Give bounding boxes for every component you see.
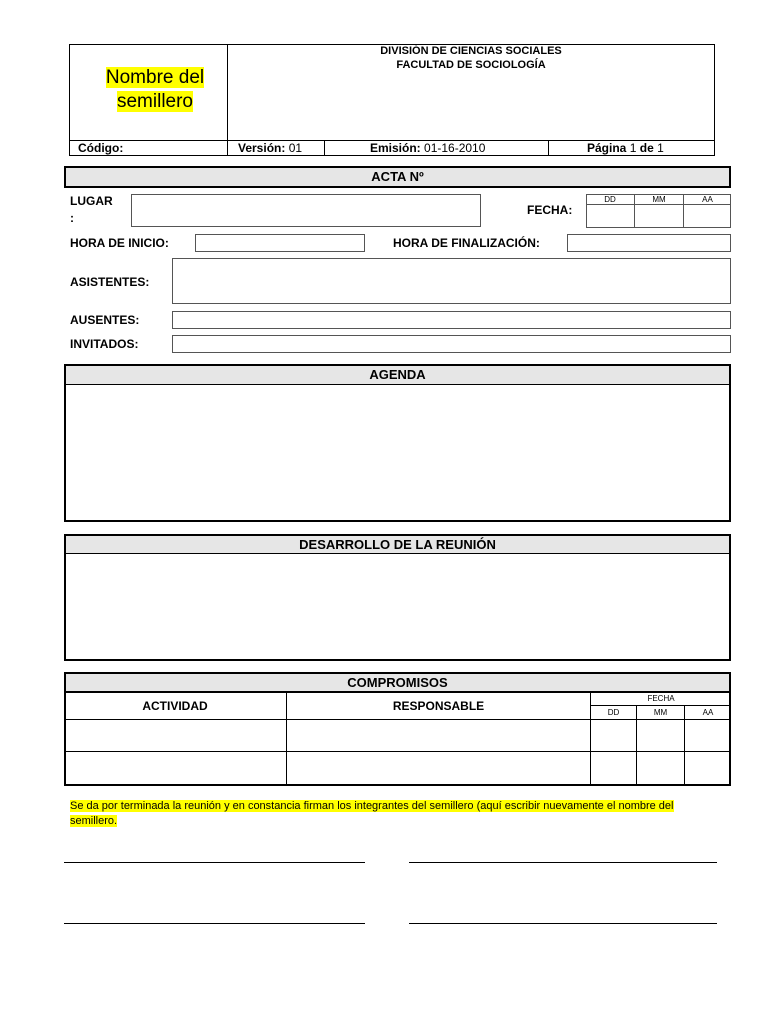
lugar-colon: : [70,211,74,225]
fecha-aa-header: AA [702,195,713,204]
comp-row-2-dd[interactable] [592,753,635,783]
comp-row-1-aa[interactable] [686,721,729,750]
fecha-aa-input[interactable] [684,205,730,227]
faculty-title: FACULTAD DE SOCIOLOGÍA [396,59,546,71]
hora-fin-field[interactable] [567,234,731,252]
invitados-field[interactable] [172,335,731,353]
signature-line-2[interactable] [409,862,717,863]
header-sep-2 [548,140,549,156]
comp-vline-3 [636,705,637,785]
division-title: DIVISIÓN DE CIENCIAS SOCIALES [380,45,562,57]
fecha-label: FECHA: [527,203,573,217]
pagina-cell [587,141,664,155]
invitados-label: INVITADOS: [70,337,139,351]
signature-line-3[interactable] [64,923,365,924]
version-label: Versión: [238,141,286,155]
comp-row-2-responsable[interactable] [288,753,589,783]
hora-fin-label: HORA DE FINALIZACIÓN: [393,236,540,250]
actividad-header: ACTIVIDAD [142,699,208,713]
group-name[interactable] [90,66,220,114]
comp-aa-header: AA [702,708,714,717]
acta-title-bar: ACTA Nº [64,166,731,188]
version-value: 01 [288,141,303,155]
comp-mm-header: MM [653,708,668,717]
version-cell [238,141,302,155]
ausentes-field[interactable] [172,311,731,329]
lugar-label: LUGAR [70,194,113,208]
comp-row-2-aa[interactable] [686,753,729,783]
comp-dd-header: DD [607,708,620,717]
comp-row-divider [64,751,731,752]
comp-row-1-responsable[interactable] [288,721,589,750]
asistentes-field[interactable] [172,258,731,304]
hora-inicio-label: HORA DE INICIO: [70,236,169,250]
pagina-value: 1 [629,141,637,155]
responsable-header: RESPONSABLE [392,699,485,713]
lugar-field[interactable] [131,194,481,227]
desarrollo-content-area[interactable] [64,554,731,661]
comp-row-1-actividad[interactable] [66,721,285,750]
comp-header-bottom [64,719,731,720]
fecha-mm-header: MM [652,195,666,204]
signature-line-4[interactable] [409,923,717,924]
de-value: 1 [657,141,664,155]
fecha-mm-input[interactable] [635,205,683,227]
closing-statement-text: Se da por terminada la reunión y en constancia firman los integrantes del semillero (aquí escribir nuevamente el nombre del semillero. [70,800,674,827]
comp-fecha-header: FECHA [647,694,675,703]
comp-fecha-subline [590,705,731,706]
comp-row-1-mm[interactable] [638,721,683,750]
comp-row-1-dd[interactable] [592,721,635,750]
emision-cell [370,141,485,155]
signature-line-1[interactable] [64,862,365,863]
desarrollo-title-bar: DESARROLLO DE LA REUNIÓN [64,534,731,555]
codigo-label: Código: [78,141,124,155]
hora-inicio-field[interactable] [195,234,365,252]
asistentes-label: ASISTENTES: [70,275,150,289]
ausentes-label: AUSENTES: [70,313,140,327]
group-name-text: Nombre del semillero [105,67,205,112]
comp-row-2-mm[interactable] [638,753,683,783]
fecha-dd-input[interactable] [587,205,634,227]
pagina-label: Página [587,141,627,155]
emision-label: Emisión: [370,141,421,155]
comp-row-2-actividad[interactable] [66,753,285,783]
closing-statement [70,799,720,829]
agenda-content-area[interactable] [64,385,731,522]
de-label: de [639,141,654,155]
agenda-title-bar: AGENDA [64,364,731,386]
compromisos-title-bar: COMPROMISOS [64,672,731,693]
emision-value: 01-16-2010 [424,141,486,155]
comp-vline-4 [684,705,685,785]
header-sep-1 [324,140,325,156]
fecha-dd-header: DD [604,195,616,204]
